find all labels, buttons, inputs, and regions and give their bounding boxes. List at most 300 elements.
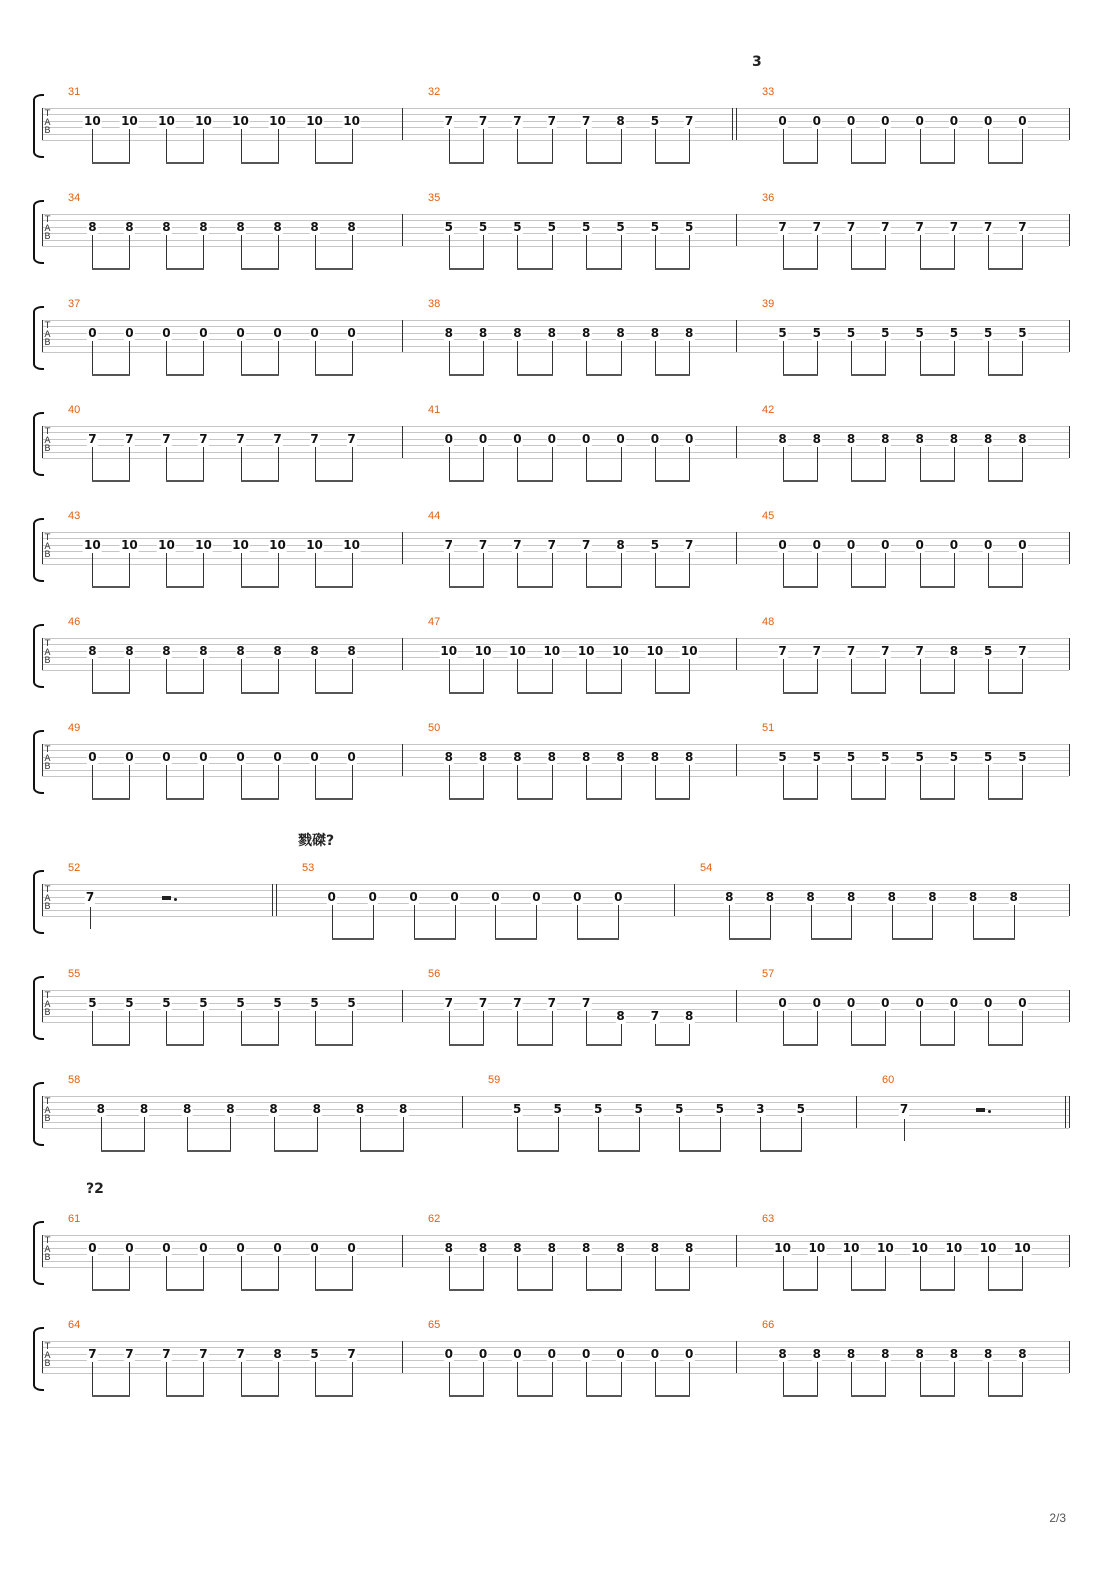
note-beam — [241, 268, 279, 270]
barline — [736, 638, 737, 670]
note-stem — [920, 765, 921, 800]
rest-dot — [174, 898, 177, 901]
tab-fret-number: 7 — [444, 537, 453, 552]
tab-fret-number: 0 — [650, 431, 660, 446]
tab-fret-number: 5 — [949, 749, 959, 764]
note-stem — [129, 447, 130, 482]
note-beam — [851, 374, 886, 376]
note-beam — [783, 1395, 818, 1397]
note-stem — [332, 905, 333, 940]
note-stem — [770, 905, 771, 940]
note-stem — [483, 341, 484, 376]
tab-fret-number: 8 — [1009, 889, 1018, 904]
note-beam — [586, 798, 621, 800]
note-stem — [851, 659, 852, 694]
tab-fret-number: 5 — [650, 537, 660, 552]
note-stem — [920, 1256, 921, 1291]
note-stem — [655, 1256, 656, 1291]
note-stem — [621, 1024, 622, 1046]
page-number: 2/3 — [1049, 1511, 1066, 1525]
note-beam — [920, 1289, 955, 1291]
tab-fret-number: 5 — [1018, 749, 1027, 764]
note-stem — [315, 235, 316, 270]
tab-fret-number: 0 — [846, 537, 856, 552]
tab-fret-number: 5 — [881, 749, 890, 764]
tab-fret-number: 0 — [685, 431, 694, 446]
note-stem — [203, 447, 204, 482]
note-stem — [1022, 1256, 1023, 1291]
tab-fret-number: 8 — [347, 219, 356, 234]
note-stem — [315, 447, 316, 482]
tab-fret-number: 8 — [915, 431, 924, 446]
tab-clef-letter: B — [44, 444, 51, 454]
tab-fret-number: 8 — [650, 749, 660, 764]
tab-fret-number: 10 — [121, 113, 138, 128]
tab-fret-number: 5 — [347, 995, 356, 1010]
note-stem — [129, 129, 130, 164]
note-beam — [449, 1289, 484, 1291]
note-beam — [517, 1395, 552, 1397]
note-beam — [655, 162, 690, 164]
note-stem — [851, 341, 852, 376]
tab-fret-number: 8 — [765, 889, 775, 904]
note-stem — [689, 1362, 690, 1397]
note-stem — [483, 765, 484, 800]
note-beam — [783, 480, 818, 482]
tab-fret-number: 0 — [881, 995, 890, 1010]
tab-clef-letter: B — [44, 762, 51, 772]
tab-fret-number: 0 — [1018, 995, 1027, 1010]
barline — [1069, 744, 1070, 776]
tab-fret-number: 0 — [949, 537, 959, 552]
note-stem — [517, 1362, 518, 1397]
tab-fret-number: 7 — [85, 889, 95, 904]
note-beam — [811, 938, 853, 940]
tab-fret-number: 7 — [650, 1008, 660, 1023]
tab-fret-number: 0 — [162, 1240, 171, 1255]
note-stem — [203, 1011, 204, 1046]
tab-fret-number: 5 — [310, 995, 319, 1010]
tab-fret-number: 5 — [650, 113, 660, 128]
tab-fret-number: 8 — [478, 325, 488, 340]
tab-fret-number: 0 — [347, 325, 356, 340]
note-stem — [783, 235, 784, 270]
note-beam — [783, 692, 818, 694]
note-stem — [278, 1011, 279, 1046]
note-stem — [621, 553, 622, 588]
tab-fret-number: 7 — [444, 995, 453, 1010]
note-stem — [851, 905, 852, 940]
barline — [402, 638, 403, 670]
barline — [402, 744, 403, 776]
note-stem — [760, 1117, 761, 1152]
tab-fret-number: 10 — [195, 113, 212, 128]
note-stem — [621, 659, 622, 694]
note-stem — [885, 553, 886, 588]
note-beam — [517, 1289, 552, 1291]
note-stem — [352, 765, 353, 800]
tab-fret-number: 7 — [347, 1346, 356, 1361]
note-stem — [483, 447, 484, 482]
tab-fret-number: 7 — [881, 643, 890, 658]
note-stem — [655, 765, 656, 800]
tab-fret-number: 7 — [983, 219, 993, 234]
note-stem — [920, 235, 921, 270]
staff-line — [42, 1122, 1069, 1123]
note-beam — [315, 1289, 353, 1291]
note-stem — [920, 1362, 921, 1397]
tab-fret-number: 5 — [796, 1101, 806, 1116]
tab-fret-number: 5 — [512, 1101, 522, 1116]
measure-number: 35 — [428, 192, 441, 204]
tab-fret-number: 0 — [88, 1240, 97, 1255]
note-stem — [988, 341, 989, 376]
measure-number: 41 — [428, 404, 441, 416]
note-beam — [517, 1150, 559, 1152]
note-beam — [851, 480, 886, 482]
tab-fret-number: 0 — [778, 113, 787, 128]
note-stem — [352, 1362, 353, 1397]
tab-fret-number: 0 — [983, 995, 993, 1010]
note-stem — [517, 1117, 518, 1152]
note-stem — [483, 659, 484, 694]
tab-fret-number: 5 — [675, 1101, 684, 1116]
tab-fret-number: 0 — [491, 889, 500, 904]
note-stem — [598, 1117, 599, 1152]
note-stem — [278, 553, 279, 588]
note-beam — [517, 586, 552, 588]
note-beam — [655, 268, 690, 270]
tab-fret-number: 10 — [474, 643, 492, 658]
note-stem — [988, 659, 989, 694]
note-stem — [166, 447, 167, 482]
note-stem — [954, 659, 955, 694]
tab-fret-number: 8 — [581, 749, 591, 764]
tab-fret-number: 7 — [778, 643, 787, 658]
note-stem — [483, 1011, 484, 1046]
measure-number: 55 — [68, 968, 81, 980]
note-stem — [885, 341, 886, 376]
note-beam — [973, 938, 1015, 940]
note-beam — [517, 374, 552, 376]
barline — [736, 108, 737, 140]
note-beam — [920, 374, 955, 376]
note-stem — [483, 129, 484, 164]
tab-fret-number: 10 — [945, 1240, 963, 1255]
barline — [42, 744, 43, 776]
staff-line — [42, 1341, 1069, 1342]
tab-fret-number: 0 — [347, 749, 356, 764]
tab-fret-number: 7 — [478, 113, 488, 128]
tab-fret-number: 10 — [543, 643, 561, 658]
tab-fret-number: 0 — [547, 1346, 556, 1361]
tab-fret-number: 0 — [125, 749, 134, 764]
staff-line — [42, 776, 1069, 777]
tab-fret-number: 5 — [983, 643, 993, 658]
barline — [736, 532, 737, 564]
note-stem — [783, 553, 784, 588]
tab-fret-number: 0 — [949, 995, 959, 1010]
note-stem — [954, 341, 955, 376]
note-beam — [92, 268, 130, 270]
note-stem — [1022, 1011, 1023, 1046]
tab-fret-number: 5 — [553, 1101, 562, 1116]
note-stem — [129, 1011, 130, 1046]
note-beam — [586, 1289, 621, 1291]
note-beam — [449, 798, 484, 800]
tab-fret-number: 7 — [581, 995, 591, 1010]
tab-fret-number: 7 — [347, 431, 356, 446]
staff-line — [42, 320, 1069, 321]
note-stem — [954, 1256, 955, 1291]
note-beam — [241, 1289, 279, 1291]
tab-fret-number: 0 — [949, 113, 959, 128]
note-stem — [954, 1011, 955, 1046]
tab-fret-number: 5 — [846, 325, 856, 340]
note-beam — [679, 1150, 721, 1152]
tab-fret-number: 8 — [444, 1240, 453, 1255]
note-beam — [517, 798, 552, 800]
tab-fret-number: 10 — [232, 537, 249, 552]
note-beam — [586, 480, 621, 482]
note-beam — [760, 1150, 802, 1152]
note-stem — [92, 553, 93, 588]
note-stem — [920, 1011, 921, 1046]
note-beam — [988, 798, 1023, 800]
note-stem — [552, 447, 553, 482]
note-stem — [552, 659, 553, 694]
note-beam — [920, 480, 955, 482]
staff-line — [42, 458, 1069, 459]
staff-line — [42, 890, 1069, 891]
note-stem — [92, 1011, 93, 1046]
note-stem — [166, 1011, 167, 1046]
tab-fret-number: 5 — [915, 749, 924, 764]
staff-line — [42, 214, 1069, 215]
note-beam — [315, 1044, 353, 1046]
tab-fret-number: 0 — [236, 1240, 245, 1255]
note-stem — [954, 235, 955, 270]
note-beam — [988, 692, 1023, 694]
tab-fret-number: 7 — [547, 113, 556, 128]
tab-fret-number: 5 — [547, 219, 556, 234]
tab-fret-number: 8 — [949, 1346, 959, 1361]
note-stem — [586, 659, 587, 694]
note-stem — [988, 1256, 989, 1291]
tab-fret-number: 0 — [310, 325, 319, 340]
tab-fret-number: 0 — [444, 431, 453, 446]
tab-fret-number: 8 — [478, 749, 488, 764]
note-stem — [586, 341, 587, 376]
tab-fret-number: 0 — [444, 1346, 453, 1361]
note-stem — [278, 235, 279, 270]
note-stem — [517, 553, 518, 588]
note-stem — [851, 765, 852, 800]
tab-fret-number: 8 — [928, 889, 937, 904]
tab-fret-number: 5 — [634, 1101, 643, 1116]
note-beam — [517, 480, 552, 482]
barline — [42, 1096, 43, 1128]
note-stem — [689, 765, 690, 800]
note-stem — [885, 659, 886, 694]
tab-fret-number: 0 — [915, 537, 924, 552]
note-stem — [278, 659, 279, 694]
note-stem — [360, 1117, 361, 1152]
triplet-marker: 3 — [752, 54, 762, 70]
note-stem — [230, 1117, 231, 1152]
note-stem — [954, 1362, 955, 1397]
tab-fret-number: 8 — [273, 643, 282, 658]
note-stem — [129, 235, 130, 270]
barline — [1069, 1096, 1070, 1128]
tab-fret-number: 0 — [812, 113, 822, 128]
measure-number: 37 — [68, 298, 81, 310]
note-beam — [449, 1044, 484, 1046]
barline — [736, 214, 737, 246]
tab-fret-number: 7 — [125, 431, 134, 446]
note-stem — [129, 341, 130, 376]
tab-fret-number: 8 — [685, 1240, 694, 1255]
tab-fret-number: 7 — [547, 995, 556, 1010]
tab-fret-number: 8 — [139, 1101, 149, 1116]
note-stem — [274, 1117, 275, 1152]
tab-fret-number: 8 — [685, 1008, 694, 1023]
tab-fret-number: 0 — [915, 995, 924, 1010]
staff-line — [42, 240, 1069, 241]
tab-clef-letter: A — [44, 1244, 51, 1255]
note-stem — [988, 235, 989, 270]
tab-fret-number: 0 — [409, 889, 418, 904]
note-stem — [552, 765, 553, 800]
tab-fret-number: 0 — [581, 1346, 591, 1361]
note-stem — [129, 659, 130, 694]
staff-line — [42, 346, 1069, 347]
note-beam — [449, 586, 484, 588]
note-stem — [851, 1011, 852, 1046]
tab-fret-number: 8 — [881, 1346, 890, 1361]
note-stem — [851, 553, 852, 588]
tab-fret-number: 10 — [646, 643, 664, 658]
tab-clef-letter: A — [44, 223, 51, 234]
measure-number: 52 — [68, 862, 81, 874]
note-stem — [449, 447, 450, 482]
tab-fret-number: 0 — [236, 749, 245, 764]
note-beam — [241, 480, 279, 482]
note-stem — [783, 447, 784, 482]
tab-fret-number: 7 — [899, 1101, 909, 1116]
barline — [42, 108, 43, 140]
tab-fret-number: 7 — [513, 113, 522, 128]
note-stem — [783, 1011, 784, 1046]
tab-fret-number: 0 — [125, 1240, 134, 1255]
tab-fret-number: 0 — [310, 1240, 319, 1255]
note-stem — [586, 1362, 587, 1397]
tab-fret-number: 0 — [983, 537, 993, 552]
measure-number: 53 — [302, 862, 315, 874]
note-stem — [449, 553, 450, 588]
tab-clef-letter: A — [44, 1350, 51, 1361]
tab-fret-number: 8 — [88, 643, 97, 658]
note-beam — [988, 1289, 1023, 1291]
tab-fret-number: 7 — [88, 1346, 97, 1361]
note-stem — [1022, 447, 1023, 482]
note-stem — [517, 659, 518, 694]
tab-fret-number: 8 — [236, 219, 245, 234]
note-stem — [621, 447, 622, 482]
note-stem — [988, 765, 989, 800]
staff-line — [42, 1373, 1069, 1374]
measure-number: 48 — [762, 616, 775, 628]
note-stem — [315, 765, 316, 800]
note-stem — [449, 235, 450, 270]
tab-fret-number: 0 — [162, 749, 171, 764]
note-stem — [558, 1117, 559, 1152]
note-beam — [101, 1150, 145, 1152]
tab-fret-number: 5 — [88, 995, 97, 1010]
measure-number: 50 — [428, 722, 441, 734]
note-stem — [129, 765, 130, 800]
barline — [736, 990, 737, 1022]
barline — [42, 990, 43, 1022]
note-beam — [449, 1395, 484, 1397]
note-stem — [973, 905, 974, 940]
note-beam — [655, 586, 690, 588]
note-beam — [166, 268, 204, 270]
tab-fret-number: 8 — [846, 431, 856, 446]
note-stem — [166, 129, 167, 164]
note-beam — [166, 1289, 204, 1291]
tab-fret-number: 5 — [715, 1101, 724, 1116]
note-beam — [851, 798, 886, 800]
barline — [402, 108, 403, 140]
tab-fret-number: 7 — [125, 1346, 134, 1361]
note-stem — [166, 553, 167, 588]
staff-line — [42, 1128, 1069, 1129]
measure-number: 44 — [428, 510, 441, 522]
tab-fret-number: 7 — [846, 219, 856, 234]
note-stem — [817, 1256, 818, 1291]
tab-clef-letter: B — [44, 126, 51, 136]
tab-fret-number: 0 — [846, 995, 856, 1010]
tab-clef-letter: B — [44, 1008, 51, 1018]
tab-fret-number: 8 — [650, 1240, 660, 1255]
tab-fret-number: 8 — [846, 1346, 856, 1361]
note-stem — [586, 1256, 587, 1291]
note-stem — [373, 905, 374, 940]
tab-fret-number: 5 — [812, 749, 822, 764]
note-beam — [729, 938, 771, 940]
tab-fret-number: 5 — [983, 749, 993, 764]
tab-fret-number: 8 — [616, 1008, 625, 1023]
tab-clef-letter: A — [44, 753, 51, 764]
tab-fret-number: 5 — [616, 219, 625, 234]
note-stem — [241, 1011, 242, 1046]
note-stem — [278, 447, 279, 482]
note-stem — [783, 341, 784, 376]
note-beam — [851, 1044, 886, 1046]
note-stem — [586, 235, 587, 270]
note-beam — [920, 162, 955, 164]
measure-number: 49 — [68, 722, 81, 734]
note-stem — [315, 553, 316, 588]
tab-fret-number: 3 — [756, 1101, 765, 1116]
tab-fret-number: 8 — [513, 325, 522, 340]
section-marker: 戮磔? — [298, 833, 335, 849]
note-stem — [729, 905, 730, 940]
note-beam — [851, 1289, 886, 1291]
note-stem — [203, 765, 204, 800]
note-stem — [920, 553, 921, 588]
